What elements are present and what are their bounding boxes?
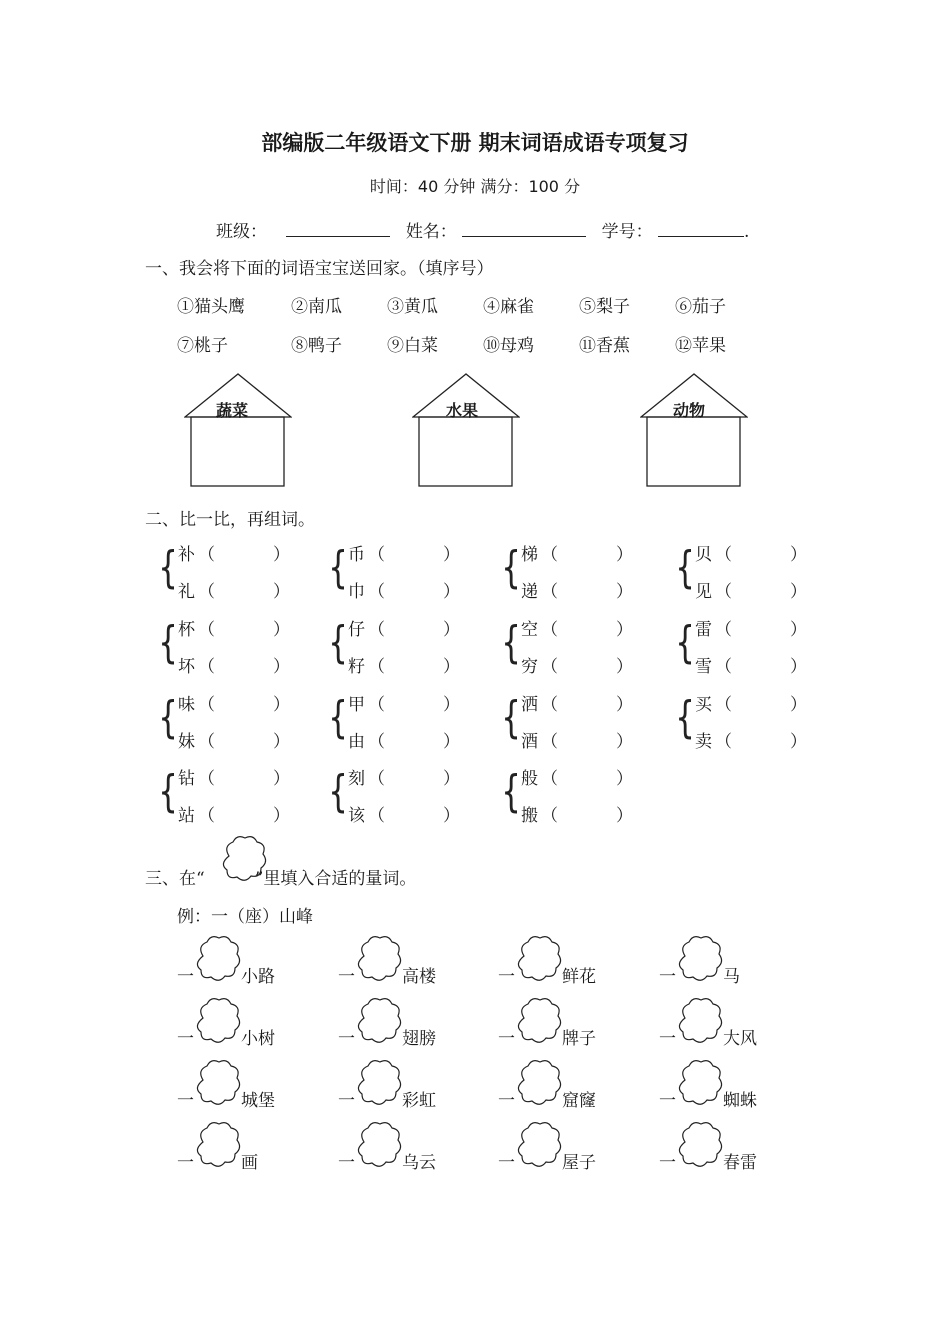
compare-pair: [160, 615, 300, 690]
open-paren: （: [198, 545, 215, 565]
section3-heading: [145, 864, 416, 889]
answer-field[interactable]: [735, 690, 791, 712]
brace-icon: {: [501, 766, 521, 817]
pair-char: 雪: [695, 657, 712, 677]
brace-icon: {: [501, 542, 521, 593]
measure-word-item: [177, 1024, 307, 1054]
answer-field[interactable]: [388, 690, 444, 712]
brace-icon: {: [328, 766, 348, 817]
pair-char: 递: [521, 582, 538, 602]
measure-word-item: [498, 1086, 628, 1116]
measure-word-item: [498, 1024, 628, 1054]
measure-word-item: [338, 1148, 468, 1178]
id-label: 学号：: [601, 222, 653, 242]
close-paren: ）: [790, 582, 807, 602]
pair-char: 钻: [178, 769, 195, 789]
pair-char: 巾: [348, 582, 365, 602]
open-paren: （: [368, 582, 385, 602]
open-paren: （: [715, 620, 732, 640]
open-paren: （: [368, 769, 385, 789]
close-paren: ）: [616, 545, 633, 565]
brace-icon: {: [158, 692, 178, 743]
brace-icon: {: [675, 542, 695, 593]
pair-char: 买: [695, 695, 712, 715]
info-row: [216, 217, 749, 242]
prefix-one: 一: [659, 1153, 676, 1173]
pair-char: 雷: [695, 620, 712, 640]
prefix-one: 一: [338, 1091, 355, 1111]
close-paren: ）: [273, 620, 290, 640]
measure-target-word: 乌云: [402, 1153, 436, 1173]
prefix-one: 一: [659, 967, 676, 987]
word-item: ④麻雀: [483, 297, 534, 317]
open-paren: （: [541, 695, 558, 715]
measure-target-word: 窟窿: [562, 1091, 596, 1111]
prefix-one: 一: [498, 1153, 515, 1173]
section3-heading-pre: 三、在“: [145, 869, 205, 889]
answer-field[interactable]: [218, 801, 274, 823]
open-paren: （: [715, 582, 732, 602]
answer-field[interactable]: [218, 615, 274, 637]
answer-field[interactable]: [561, 652, 617, 674]
answer-field[interactable]: [388, 764, 444, 786]
open-paren: （: [368, 732, 385, 752]
open-paren: （: [368, 695, 385, 715]
answer-field[interactable]: [735, 540, 791, 562]
measure-word-item: [659, 1148, 789, 1178]
answer-field[interactable]: [388, 727, 444, 749]
open-paren: （: [541, 582, 558, 602]
pair-char: 贝: [695, 545, 712, 565]
answer-field[interactable]: [561, 764, 617, 786]
pair-char: 仔: [348, 620, 365, 640]
cloud-answer-box[interactable]: [193, 996, 243, 1048]
name-field[interactable]: [462, 222, 586, 237]
open-paren: （: [198, 732, 215, 752]
compare-pair: [503, 615, 643, 690]
answer-field[interactable]: [561, 577, 617, 599]
answer-field[interactable]: [388, 540, 444, 562]
answer-field[interactable]: [218, 727, 274, 749]
pair-char: 搬: [521, 806, 538, 826]
compare-pair: [330, 690, 470, 765]
measure-target-word: 画: [241, 1153, 258, 1173]
close-paren: ）: [443, 732, 460, 752]
brace-icon: {: [158, 766, 178, 817]
prefix-one: 一: [177, 967, 194, 987]
compare-pair: [160, 540, 300, 615]
pair-char: 见: [695, 582, 712, 602]
measure-target-word: 马: [723, 967, 740, 987]
close-paren: ）: [616, 657, 633, 677]
word-item: ⑩母鸡: [483, 336, 534, 356]
prefix-one: 一: [177, 1153, 194, 1173]
open-paren: （: [541, 732, 558, 752]
open-paren: （: [198, 582, 215, 602]
close-paren: ）: [273, 769, 290, 789]
open-paren: （: [198, 695, 215, 715]
measure-word-item: [659, 962, 789, 992]
brace-icon: {: [675, 692, 695, 743]
cloud-answer-box[interactable]: [514, 1120, 564, 1172]
open-paren: （: [198, 657, 215, 677]
open-paren: （: [715, 695, 732, 715]
prefix-one: 一: [498, 1029, 515, 1049]
brace-icon: {: [675, 617, 695, 668]
measure-target-word: 彩虹: [402, 1091, 436, 1111]
house-vegetables: [184, 373, 292, 494]
measure-target-word: 屋子: [562, 1153, 596, 1173]
compare-pair: [503, 540, 643, 615]
answer-field[interactable]: [218, 764, 274, 786]
prefix-one: 一: [498, 967, 515, 987]
cloud-answer-box[interactable]: [675, 996, 725, 1048]
close-paren: ）: [616, 806, 633, 826]
close-paren: ）: [616, 732, 633, 752]
open-paren: （: [541, 657, 558, 677]
answer-field[interactable]: [388, 801, 444, 823]
answer-field[interactable]: [735, 615, 791, 637]
measure-word-item: [177, 1086, 307, 1116]
cloud-answer-box[interactable]: [514, 996, 564, 1048]
measure-target-word: 大风: [723, 1029, 757, 1049]
brace-icon: {: [328, 617, 348, 668]
word-item: ⑤梨子: [579, 297, 630, 317]
end-mark: .: [744, 222, 750, 242]
open-paren: （: [368, 545, 385, 565]
page-title: 部编版二年级语文下册 期末词语成语专项复习: [261, 131, 689, 155]
house-animals-box: [647, 417, 740, 486]
compare-pair: [330, 540, 470, 615]
open-paren: （: [715, 657, 732, 677]
close-paren: ）: [273, 545, 290, 565]
brace-icon: {: [328, 692, 348, 743]
measure-target-word: 牌子: [562, 1029, 596, 1049]
measure-word-item: [659, 1086, 789, 1116]
open-paren: （: [541, 620, 558, 640]
word-item: ⑫苹果: [675, 336, 726, 356]
brace-icon: {: [158, 542, 178, 593]
house-vegetables-label: 蔬菜: [216, 401, 249, 420]
close-paren: ）: [443, 620, 460, 640]
word-item: ⑨白菜: [387, 336, 438, 356]
cloud-answer-box[interactable]: [354, 1058, 404, 1110]
pair-char: 空: [521, 620, 538, 640]
cloud-answer-box[interactable]: [354, 934, 404, 986]
compare-pair: [503, 690, 643, 765]
pair-char: 穷: [521, 657, 538, 677]
word-item: ⑥茄子: [675, 297, 726, 317]
measure-word-item: [177, 1148, 307, 1178]
answer-field[interactable]: [561, 615, 617, 637]
pair-char: 该: [348, 806, 365, 826]
close-paren: ）: [273, 657, 290, 677]
word-item: ⑪香蕉: [579, 336, 630, 356]
measure-word-item: [659, 1024, 789, 1054]
pair-char: 妹: [178, 732, 195, 752]
house-animals-shape: [640, 373, 748, 489]
brace-icon: {: [328, 542, 348, 593]
close-paren: ）: [790, 732, 807, 752]
prefix-one: 一: [498, 1091, 515, 1111]
open-paren: （: [541, 806, 558, 826]
class-field[interactable]: [286, 222, 390, 237]
close-paren: ）: [273, 732, 290, 752]
measure-word-item: [338, 1024, 468, 1054]
close-paren: ）: [790, 657, 807, 677]
cloud-icon: [219, 834, 269, 886]
class-label: 班级：: [216, 222, 267, 242]
pair-char: 般: [521, 769, 538, 789]
section1-heading: 一、我会将下面的词语宝宝送回家。（填序号）: [145, 259, 494, 279]
pair-char: 味: [178, 695, 195, 715]
answer-field[interactable]: [218, 577, 274, 599]
measure-word-item: [498, 1148, 628, 1178]
close-paren: ）: [443, 769, 460, 789]
compare-pair: [330, 764, 470, 839]
cloud-answer-box[interactable]: [354, 996, 404, 1048]
brace-icon: {: [501, 617, 521, 668]
measure-word-item: [338, 962, 468, 992]
cloud-answer-box[interactable]: [675, 934, 725, 986]
word-item: ⑦桃子: [177, 336, 228, 356]
house-fruits-shape: [412, 373, 520, 489]
pair-char: 酒: [521, 732, 538, 752]
cloud-answer-box[interactable]: [514, 934, 564, 986]
cloud-answer-box[interactable]: [514, 1058, 564, 1110]
pair-char: 甲: [348, 695, 365, 715]
measure-target-word: 鲜花: [562, 967, 596, 987]
answer-field[interactable]: [561, 540, 617, 562]
cloud-answer-box[interactable]: [354, 1120, 404, 1172]
answer-field[interactable]: [561, 801, 617, 823]
pair-char: 坏: [178, 657, 195, 677]
measure-word-item: [498, 962, 628, 992]
close-paren: ）: [790, 545, 807, 565]
pair-char: 礼: [178, 582, 195, 602]
measure-word-item: [338, 1086, 468, 1116]
answer-field[interactable]: [388, 652, 444, 674]
section3-example: 例：一（座）山峰: [177, 907, 313, 927]
open-paren: （: [368, 657, 385, 677]
pair-char: 杯: [178, 620, 195, 640]
close-paren: ）: [443, 806, 460, 826]
measure-target-word: 小树: [241, 1029, 275, 1049]
section3-heading-post: ”里填入合适的量词。: [254, 869, 417, 889]
open-paren: （: [368, 620, 385, 640]
compare-pair: [677, 690, 817, 765]
compare-pair: [160, 764, 300, 839]
exam-meta: 时间：40 分钟 满分：100 分: [369, 177, 581, 196]
prefix-one: 一: [659, 1091, 676, 1111]
cloud-answer-box[interactable]: [193, 934, 243, 986]
close-paren: ）: [443, 545, 460, 565]
word-item: ②南瓜: [291, 297, 342, 317]
compare-pair: [160, 690, 300, 765]
cloud-answer-box[interactable]: [193, 1120, 243, 1172]
answer-field[interactable]: [735, 652, 791, 674]
compare-pair: [503, 764, 643, 839]
compare-pair: [330, 615, 470, 690]
cloud-answer-box[interactable]: [675, 1120, 725, 1172]
prefix-one: 一: [338, 1029, 355, 1049]
open-paren: （: [541, 769, 558, 789]
close-paren: ）: [616, 695, 633, 715]
close-paren: ）: [443, 582, 460, 602]
pair-char: 籽: [348, 657, 365, 677]
house-fruits-label: 水果: [446, 401, 479, 420]
pair-char: 洒: [521, 695, 538, 715]
open-paren: （: [198, 620, 215, 640]
open-paren: （: [715, 545, 732, 565]
measure-word-item: [177, 962, 307, 992]
measure-target-word: 高楼: [402, 967, 436, 987]
close-paren: ）: [443, 695, 460, 715]
answer-field[interactable]: [735, 727, 791, 749]
prefix-one: 一: [338, 1153, 355, 1173]
section2-heading: 二、比一比，再组词。: [145, 510, 315, 530]
prefix-one: 一: [338, 967, 355, 987]
open-paren: （: [198, 769, 215, 789]
brace-icon: {: [501, 692, 521, 743]
brace-icon: {: [158, 617, 178, 668]
house-vegetables-shape: [184, 373, 292, 489]
word-item: ①猫头鹰: [177, 297, 245, 317]
close-paren: ）: [616, 620, 633, 640]
open-paren: （: [541, 545, 558, 565]
word-item: ⑧鸭子: [291, 336, 342, 356]
measure-target-word: 春雷: [723, 1153, 757, 1173]
measure-target-word: 城堡: [241, 1091, 275, 1111]
open-paren: （: [198, 806, 215, 826]
cloud-answer-box[interactable]: [193, 1058, 243, 1110]
answer-field[interactable]: [561, 727, 617, 749]
pair-char: 站: [178, 806, 195, 826]
id-field[interactable]: [658, 222, 744, 237]
measure-target-word: 翅膀: [402, 1029, 436, 1049]
pair-char: 梯: [521, 545, 538, 565]
word-item: ③黄瓜: [387, 297, 438, 317]
close-paren: ）: [273, 806, 290, 826]
cloud-answer-box[interactable]: [675, 1058, 725, 1110]
measure-target-word: 小路: [241, 967, 275, 987]
pair-char: 由: [348, 732, 365, 752]
answer-field[interactable]: [735, 577, 791, 599]
house-vegetables-box: [191, 417, 284, 486]
measure-target-word: 蜘蛛: [723, 1091, 757, 1111]
prefix-one: 一: [659, 1029, 676, 1049]
close-paren: ）: [273, 582, 290, 602]
pair-char: 补: [178, 545, 195, 565]
compare-pair: [677, 540, 817, 615]
open-paren: （: [368, 806, 385, 826]
house-animals-label: 动物: [673, 401, 706, 420]
name-label: 姓名：: [405, 222, 457, 242]
answer-field[interactable]: [218, 690, 274, 712]
answer-field[interactable]: [388, 615, 444, 637]
close-paren: ）: [790, 695, 807, 715]
compare-pair: [677, 615, 817, 690]
answer-field[interactable]: [388, 577, 444, 599]
close-paren: ）: [790, 620, 807, 640]
close-paren: ）: [616, 769, 633, 789]
prefix-one: 一: [177, 1029, 194, 1049]
house-fruits: [412, 373, 520, 494]
open-paren: （: [715, 732, 732, 752]
close-paren: ）: [273, 695, 290, 715]
close-paren: ）: [443, 657, 460, 677]
house-fruits-box: [419, 417, 512, 486]
answer-field[interactable]: [561, 690, 617, 712]
pair-char: 刻: [348, 769, 365, 789]
pair-char: 卖: [695, 732, 712, 752]
answer-field[interactable]: [218, 652, 274, 674]
pair-char: 币: [348, 545, 365, 565]
house-animals: [640, 373, 748, 494]
answer-field[interactable]: [218, 540, 274, 562]
prefix-one: 一: [177, 1091, 194, 1111]
close-paren: ）: [616, 582, 633, 602]
